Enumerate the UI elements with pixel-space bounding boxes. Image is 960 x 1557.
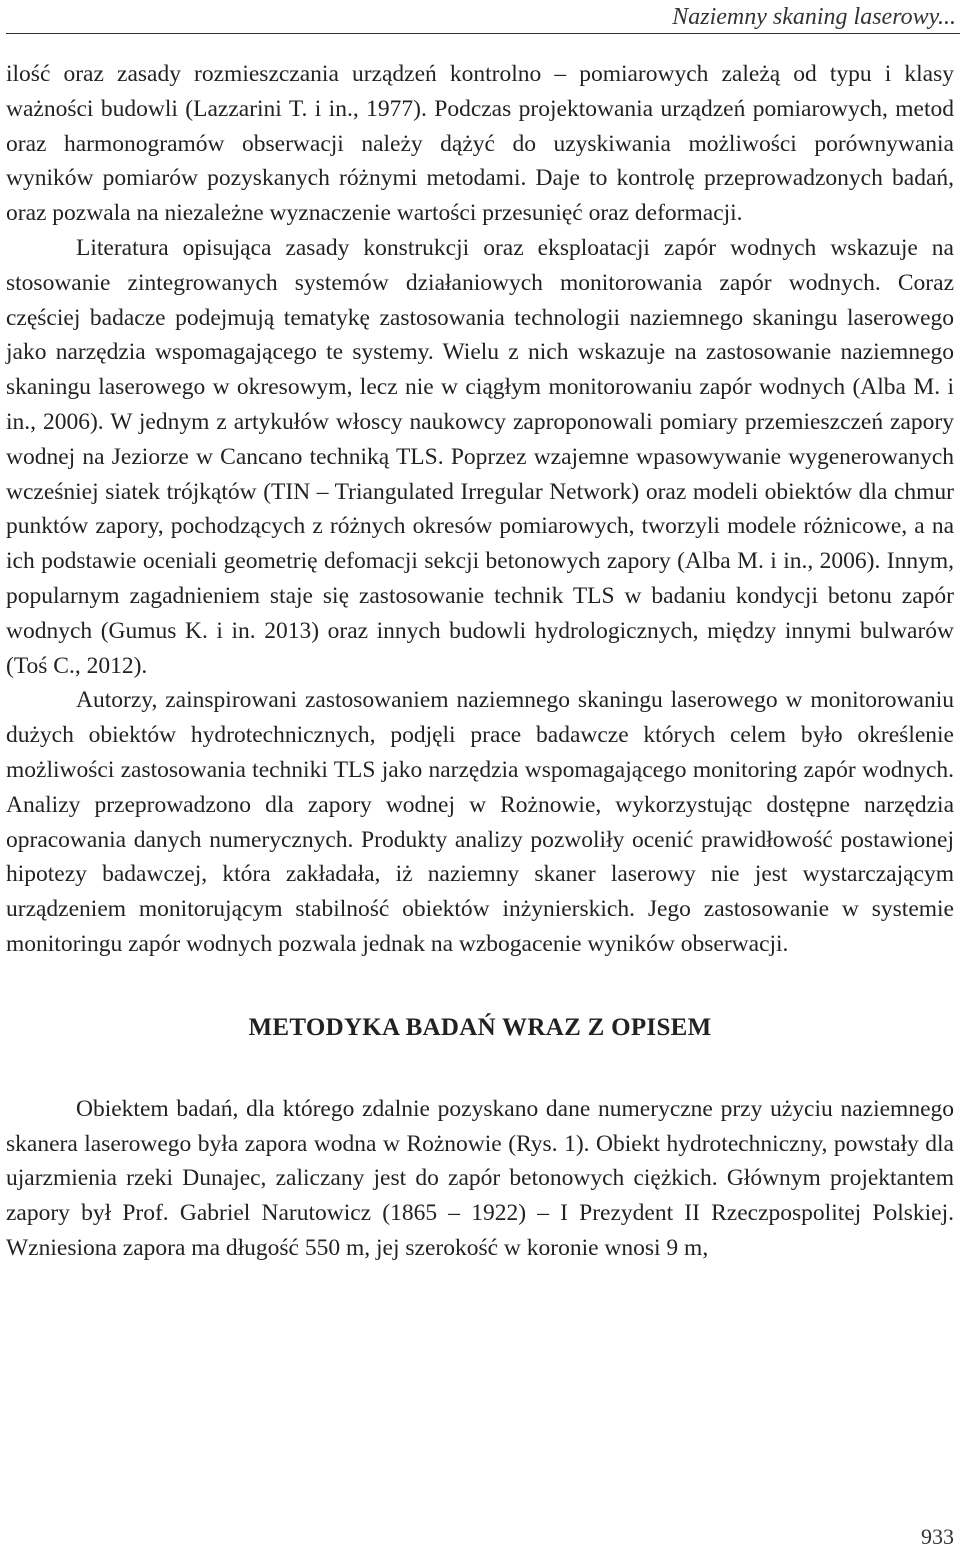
header-divider [6, 33, 960, 34]
paragraph: Autorzy, zainspirowani zastosowaniem naziemnego skaningu laserowego w monitorowaniu dużych obiektów hydrotechnicznych, podjęli prace badawcze których celem było określenie możliwości zastosowania techniki TLS jako narzędzia wspomagającego monitoring zapór wodnych. Analizy przeprowadzono dla zapory wodnej w Rożnowie, wykorzystując dostępne narzędzia opracowania danych numerycznych. Produkty analizy pozwoliły ocenić prawidłowość postawionej hipotezy badawczej, która zakładała, iż naziemny skaner laserowy nie jest wystarczającym urządzeniem monitorującym stabilność obiektów inżynierskich. Jego zastosowanie w systemie monitoringu zapór wodnych pozwala jednak na wzbogacenie wyników obserwacji. [6, 687, 954, 957]
section-heading: METODYKA BADAŃ WRAZ Z OPISEM [248, 1013, 712, 1041]
paragraph-continued: ilość oraz zasady rozmieszczania urządzeń kontrolno – pomiarowych zależą od typu i klasy ważności budowli (Lazzarini T. i in., 1977). Podczas projektowania urządzeń pomiarowych, metod oraz harmonogramów obserwacji należy dążyć do uzyskiwania możliwości porównywania wyników pomiarów pozyskanych różnymi metodami. Daje to kontrolę przeprowadzonych badań, oraz pozwala na niezależne wyznaczenie wartości przesunięć oraz deformacji. [6, 61, 954, 227]
page-number: 933 [921, 1524, 954, 1549]
running-header: Naziemny skaning laserowy... [672, 4, 956, 30]
paragraph: Obiektem badań, dla którego zdalnie pozyskano dane numeryczne przy użyciu naziemnego skanera laserowego była zapora wodna w Rożnowie (Rys. 1). Obiekt hydrotechniczny, powstały dla ujarzmienia rzeki Dunajec, zaliczany jest do zapór betonowych ciężkich. Głównym projektantem zapory był Prof. Gabriel Narutowicz (1865 – 1922) – I Prezydent II Rzeczpospolitej Polskiej. Wzniesiona zapora ma długość 550 m, jej szerokość w koronie wnosi 9 m, [6, 1095, 954, 1261]
paragraph: Literatura opisująca zasady konstrukcji oraz eksploatacji zapór wodnych wskazuje na stosowanie zintegrowanych systemów działaniowych monitorowania zapór wodnych. Coraz częściej badacze podejmują tematykę zastosowania technologii naziemnego skaningu laserowego jako narzędzia wspomagającego te systemy. Wielu z nich wskazuje na zastosowanie naziemnego skaningu laserowego w okresowym, lecz nie w ciągłym monitorowaniu zapór wodnych (Alba M. i in., 2006). W jednym z artykułów włoscy naukowcy zaproponowali pomiary przemieszczeń zapory wodnej na Jeziorze w Cancano techniką TLS. Poprzez wzajemne wpasowywanie wygenerowanych wcześniej siatek trójkątów (TIN – Triangulated Irregular Network) oraz modeli obiektów dla chmur punktów zapory, pochodzących z różnych okresów pomiarowych, tworzyli modele różnicowe, a na ich podstawie oceniali geometrię defomacji sekcji betonowych zapory (Alba M. i in., 2006). Innym, popularnym zagadnieniem staje się zastosowanie technik TLS w badaniu kondycji betonu zapór wodnych (Gumus K. i in. 2013) oraz innych budowli hydrologicznych, między innymi bulwarów (Toś C., 2012). [6, 234, 954, 679]
page-body [6, 57, 954, 1266]
